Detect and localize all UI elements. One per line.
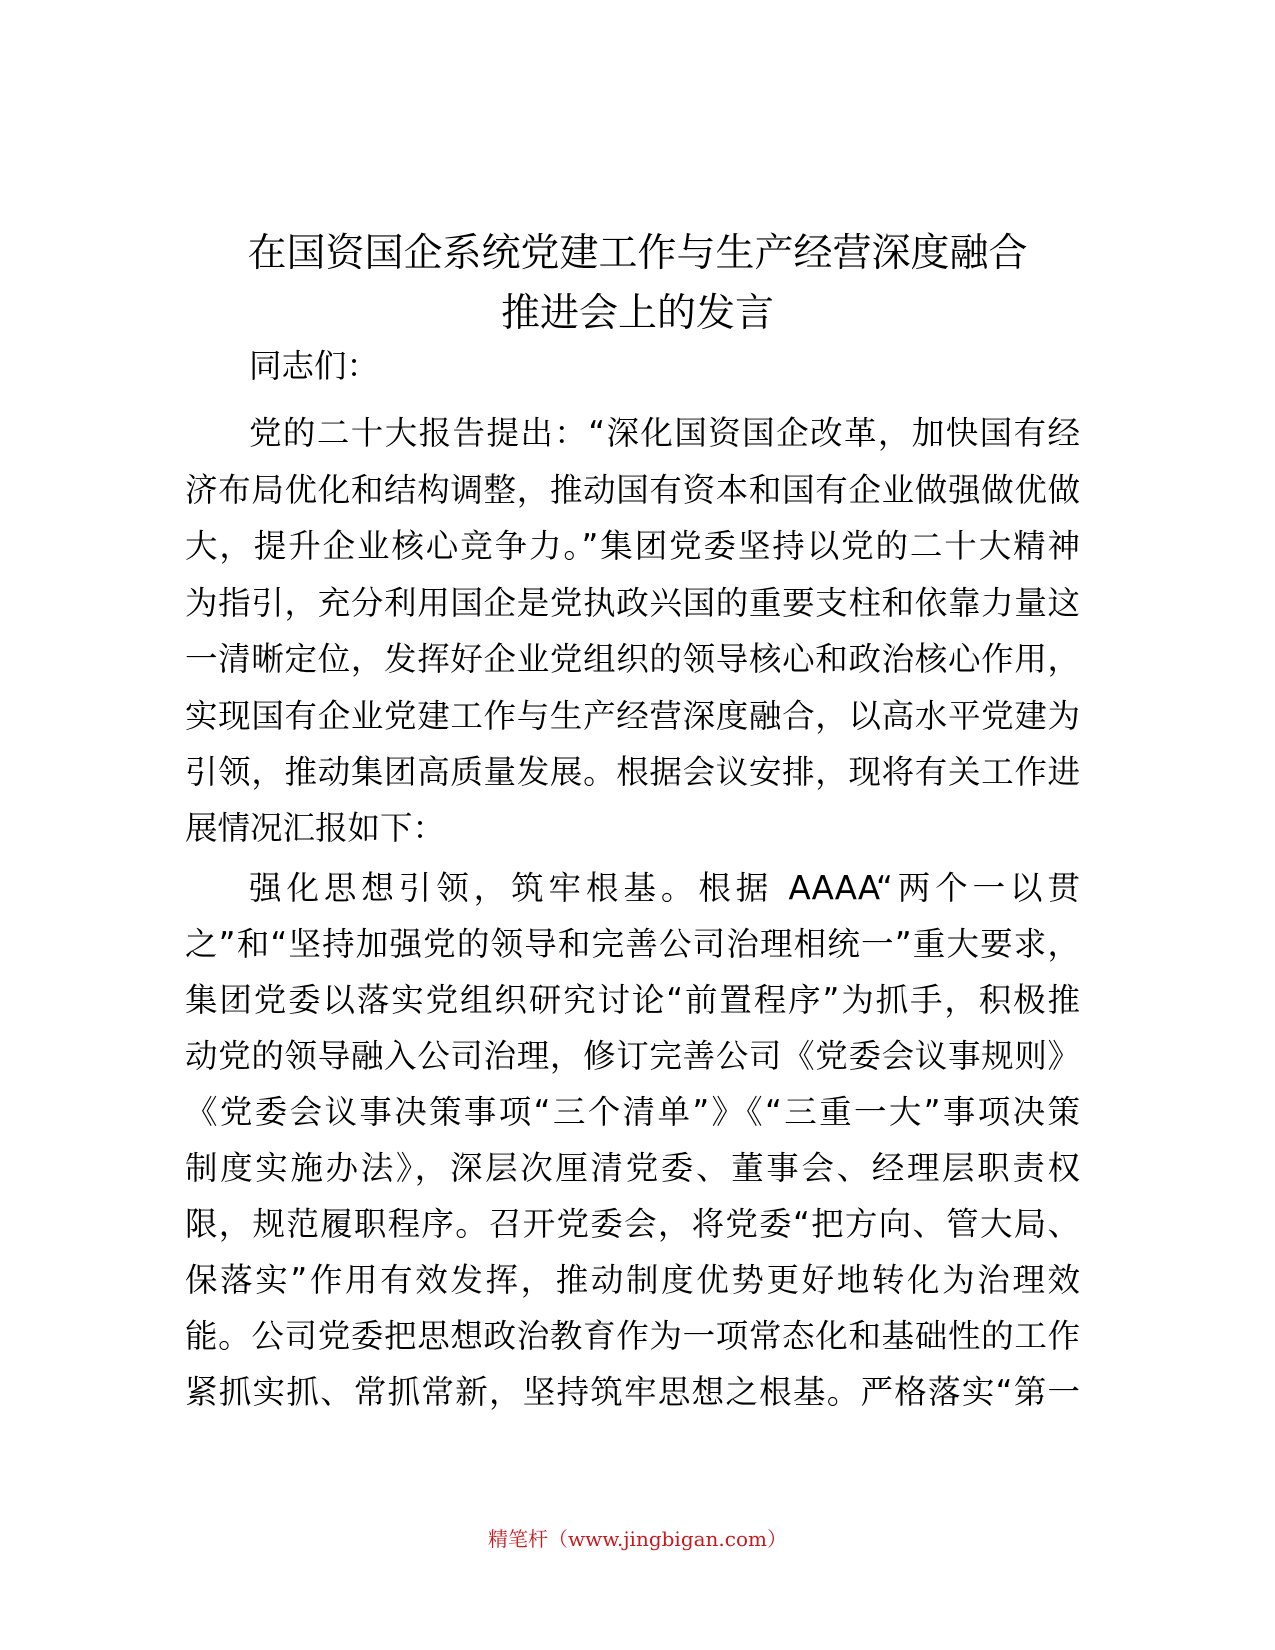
footer-watermark: 精笔杆（www.jingbigan.com） [488,1527,787,1551]
document-title-line-1: 在国资国企系统党建工作与生产经营深度融合 [247,231,1028,276]
paragraph1-line: 大，提升企业核心竞争力。”集团党委坚持以党的二十大精神 [185,527,1080,565]
paragraph2-line: 保落实”作用有效发挥，推动制度优势更好地转化为治理效 [185,1261,1080,1299]
paragraph1-line: 引领，推动集团高质量发展。根据会议安排，现将有关工作进 [185,753,1080,791]
paragraph2-line: 制度实施办法》，深层次厘清党委、董事会、经理层职责权 [185,1149,1080,1187]
paragraph2-line: 强化思想引领，筑牢根基。根据 AAAA“两个一以贯 [249,869,1080,907]
paragraph2-line: 限，规范履职程序。召开党委会，将党委“把方向、管大局、 [185,1205,1080,1243]
paragraph2-line: 集团党委以落实党组织研究讨论“前置程序”为抓手，积极推 [185,981,1080,1019]
paragraph2-line: 紧抓实抓、常抓常新，坚持筑牢思想之根基。严格落实“第一 [185,1373,1080,1411]
paragraph1-line: 一清晰定位，发挥好企业党组织的领导核心和政治核心作用， [185,640,1080,678]
document-title-line-2: 推进会上的发言 [500,291,774,336]
paragraph1-line: 为指引，充分利用国企是党执政兴国的重要支柱和依靠力量这 [185,584,1080,622]
paragraph2-line: 之”和“坚持加强党的领导和完善公司治理相统一”重大要求， [185,925,1080,963]
paragraph1-line: 党的二十大报告提出：“深化国资国企改革，加快国有经 [249,414,1080,452]
paragraph2-line: 动党的领导融入公司治理，修订完善公司《党委会议事规则》 [185,1037,1080,1075]
paragraph2-line: 《党委会议事决策事项“三个清单”》《“三重一大”事项决策 [185,1093,1080,1131]
paragraph2-line: 能。公司党委把思想政治教育作为一项常态化和基础性的工作 [185,1317,1080,1355]
paragraph1-line: 济布局优化和结构调整，推动国有资本和国有企业做强做优做 [185,471,1080,509]
salutation: 同志们： [249,347,380,385]
paragraph1-line: 实现国有企业党建工作与生产经营深度融合，以高水平党建为 [185,697,1080,735]
paragraph1-line: 展情况汇报如下： [185,809,446,847]
